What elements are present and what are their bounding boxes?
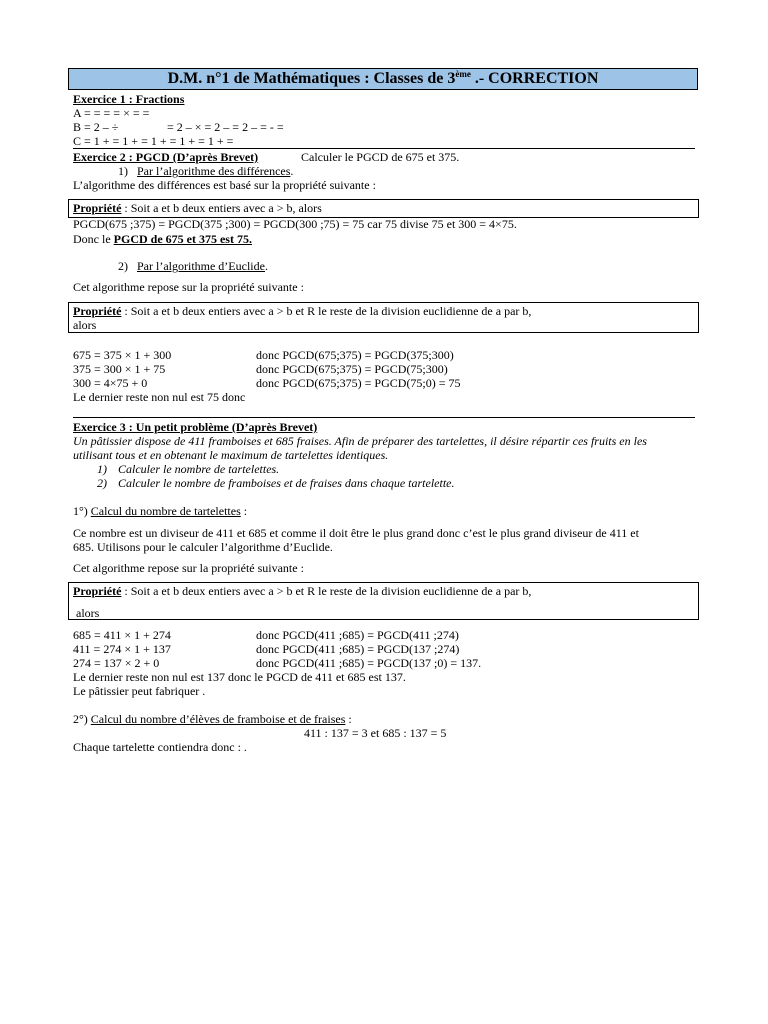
ex3-question-2-number: 2)	[97, 476, 107, 490]
ex2-conclusion-prefix: Donc le	[73, 232, 114, 246]
section-divider	[73, 148, 695, 149]
ex2-step-1-right: donc PGCD(675;375) = PGCD(375;300)	[256, 348, 454, 362]
property-1	[73, 201, 322, 215]
ex3-step-3-left: 274 = 137 × 2 + 0	[73, 656, 160, 670]
property-2-label: Propriété	[73, 304, 122, 318]
property-3-text: : Soit a et b deux entiers avec a > b et R le reste de la division euclidienne de a par b,	[121, 584, 532, 598]
ex3-answer-2-calc: 411 : 137 = 3 et 685 : 137 = 5	[304, 726, 447, 740]
property-2-text: : Soit a et b deux entiers avec a > b et R le reste de la division euclidienne de a par b,	[121, 304, 532, 318]
ex3-question-2	[97, 476, 455, 490]
title-superscript: ème	[455, 69, 471, 79]
ex3-step-1-left: 685 = 411 × 1 + 274	[73, 628, 171, 642]
ex3-answer-1-label: Calcul du nombre de tartelettes	[90, 504, 241, 518]
ex3-last-1: Le dernier reste non nul est 137 donc le PGCD de 411 et 685 est 137.	[73, 670, 406, 684]
ex2-part1-label: Par l’algorithme des différences	[137, 164, 291, 178]
ex3-last-2: Le pâtissier peut fabriquer .	[73, 684, 206, 698]
ex2-part2-number: 2)	[118, 259, 128, 273]
ex2-step-3-left: 300 = 4×75 + 0	[73, 376, 148, 390]
ex3-question-1-number: 1)	[97, 462, 107, 476]
ex2-step-2-left: 375 = 300 × 1 + 75	[73, 362, 166, 376]
ex2-part2-dot: .	[264, 259, 268, 273]
ex3-step-2-left: 411 = 274 × 1 + 137	[73, 642, 171, 656]
ex3-answer-2-prefix: 2°)	[73, 712, 91, 726]
ex1-line-a: A = = = = × = =	[73, 106, 150, 120]
ex3-answer-1-text-1: Ce nombre est un diviseur de 411 et 685 et comme il doit être le plus grand donc c’est le plus grand diviseur de 411 et	[73, 526, 639, 540]
ex2-conclusion-bold: PGCD de 675 et 375 est 75.	[113, 232, 252, 246]
ex2-part1	[118, 164, 293, 178]
ex3-question-1	[97, 462, 279, 476]
ex2-step-1-left: 675 = 375 × 1 + 300	[73, 348, 172, 362]
ex3-question-1-text: Calculer le nombre de tartelettes.	[118, 462, 280, 476]
ex3-answer-1-suffix: :	[240, 504, 248, 518]
title-suffix: .- CORRECTION	[470, 70, 599, 87]
ex3-step-1-right: donc PGCD(411 ;685) = PGCD(411 ;274)	[256, 628, 459, 642]
ex1-line-c: C = 1 + = 1 + = 1 + = 1 + = 1 + =	[73, 134, 234, 148]
ex3-answer-2-heading	[73, 712, 352, 726]
ex2-part1-number: 1)	[118, 164, 128, 178]
ex3-question-2-text: Calculer le nombre de framboises et de fraises dans chaque tartelette.	[118, 476, 455, 490]
property-2	[73, 304, 531, 318]
ex2-intro2: Cet algorithme repose sur la propriété suivante :	[73, 280, 304, 294]
ex2-step-3-right: donc PGCD(675;375) = PGCD(75;0) = 75	[256, 376, 461, 390]
ex3-answer-2-label: Calcul du nombre d’élèves de framboise et de fraises	[90, 712, 346, 726]
title-main: D.M. n°1 de Mathématiques : Classes de 3	[167, 70, 456, 87]
ex3-answer-1-heading	[73, 504, 247, 518]
ex2-part2	[118, 259, 268, 273]
property-1-text: : Soit a et b deux entiers avec a > b, alors	[121, 201, 322, 215]
ex3-answer-2-suffix: :	[345, 712, 352, 726]
ex3-statement-1: Un pâtissier dispose de 411 framboises et 685 fraises. Afin de préparer des tartelettes, il désire répartir ces fruits en les	[73, 434, 647, 448]
ex2-part1-dot: .	[290, 164, 294, 178]
property-3-alors: alors	[76, 606, 100, 620]
section-divider	[73, 417, 695, 418]
ex1-line-b-left: B = 2 – ÷	[73, 120, 119, 134]
ex3-step-3-right: donc PGCD(411 ;685) = PGCD(137 ;0) = 137.	[256, 656, 482, 670]
ex2-conclusion	[73, 232, 252, 246]
ex2-part2-label: Par l’algorithme d’Euclide	[137, 259, 265, 273]
ex3-answer-2-final: Chaque tartelette contiendra donc : .	[73, 740, 247, 754]
ex1-line-b-right: = 2 – × = 2 – = 2 – = - =	[167, 120, 284, 134]
ex3-intro3: Cet algorithme repose sur la propriété suivante :	[73, 561, 304, 575]
page-title	[68, 68, 698, 90]
property-1-label: Propriété	[73, 201, 122, 215]
ex2-heading: Exercice 2 : PGCD (D’après Brevet)	[73, 150, 259, 164]
ex3-heading: Exercice 3 : Un petit problème (D’après Brevet)	[73, 420, 318, 434]
ex2-intro1: L’algorithme des différences est basé sur la propriété suivante :	[73, 178, 376, 192]
ex2-last: Le dernier reste non nul est 75 donc	[73, 390, 246, 404]
ex3-answer-1-prefix: 1°)	[73, 504, 91, 518]
ex3-statement-2: utilisant tous et en obtenant le maximum de tartelettes identiques.	[73, 448, 389, 462]
ex1-heading: Exercice 1 : Fractions	[73, 92, 185, 106]
property-3	[73, 584, 531, 598]
property-3-label: Propriété	[73, 584, 122, 598]
ex2-step-2-right: donc PGCD(675;375) = PGCD(75;300)	[256, 362, 448, 376]
ex2-task: Calculer le PGCD de 675 et 375.	[301, 150, 460, 164]
ex3-answer-1-text-2: 685. Utilisons pour le calculer l’algorithme d’Euclide.	[73, 540, 333, 554]
ex2-calc1: PGCD(675 ;375) = PGCD(375 ;300) = PGCD(300 ;75) = 75 car 75 divise 75 et 300 = 4×75.	[73, 217, 517, 231]
property-2-alors: alors	[73, 318, 97, 332]
ex3-step-2-right: donc PGCD(411 ;685) = PGCD(137 ;274)	[256, 642, 460, 656]
